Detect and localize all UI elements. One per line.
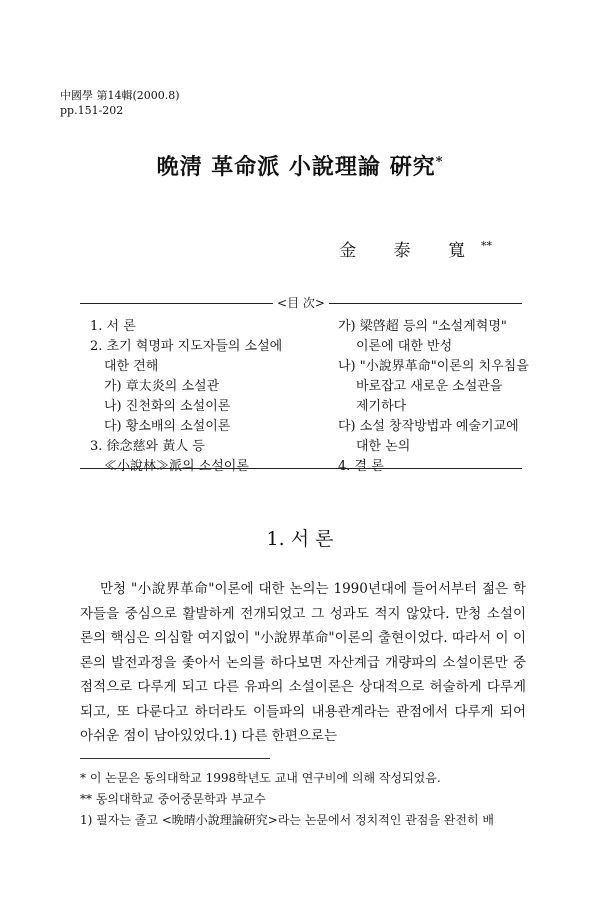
author: [339, 236, 492, 261]
toc-item: 2. 초기 혁명파 지도자들의 소설에: [90, 339, 283, 354]
title-text: 晩淸 革命派 小說理論 硏究: [156, 154, 436, 180]
footnote-divider: [80, 758, 270, 759]
toc-item: 대한 논의: [356, 439, 411, 454]
page-range: pp.151-202: [60, 104, 124, 117]
journal-header: [60, 88, 180, 118]
paper-title: [0, 150, 600, 181]
toc-bottom-rule: [80, 468, 522, 469]
toc-item: 대한 견해: [104, 359, 159, 374]
toc-item: 나) 진천화의 소설이론: [104, 399, 231, 414]
footnote: ** 동의대학교 중어중문학과 부교수: [80, 792, 266, 806]
toc-item: 가) 章太炎의 소설관: [104, 379, 220, 394]
body-text: [80, 577, 526, 749]
toc-item: 1. 서 론: [90, 319, 136, 334]
toc-item: ≪小說林≫派의 소설이론: [104, 459, 249, 474]
toc-item: 다) 황소배의 소설이론: [104, 419, 231, 434]
footnotes: [80, 768, 526, 831]
author-name: 金 泰 寬: [339, 241, 481, 261]
table-of-contents: [80, 293, 529, 474]
toc-left-column: [90, 317, 330, 477]
toc-heading: <目 次>: [80, 294, 522, 311]
toc-item: 4. 결 론: [338, 459, 384, 474]
toc-right-column: [338, 317, 529, 477]
title-footnote-mark: *: [435, 154, 444, 170]
section-heading: 1. 서 론: [266, 528, 334, 550]
toc-item: 나) "小說界革命"이론의 치우침을: [338, 359, 529, 374]
body-paragraph: 만청 "小說界革命"이론에 대한 논의는 1990년대에 들어서부터 젊은 학자들을 중심으로 활발하게 전개되었고 그 성과도 적지 않았다. 만청 소설이론의 핵심은 의심할 여지없이 "小說界革命"이론의 출현이었다. 따라서 이 이론의 발전과정을 좇아서 논의를 하다보면 자산계급 개량파의 소설이론만 중점적으로 다루게 되고 다른 유파의 소설이론은 상대적으로 허술하게 다루게 되고, 또 다룬다고 하더라도 이들파의 내용관계라는 관점에서 다루게 되어 아쉬운 점이 남아있었다.1) 다른 한편으로는: [80, 581, 526, 744]
toc-item: 이론에 대한 반성: [356, 339, 453, 354]
footnote: * 이 논문은 동의대학교 1998학년도 교내 연구비에 의해 작성되었음.: [80, 771, 441, 785]
footnote: 1) 필자는 졸고 <晩晴小說理論硏究>라는 논문에서 정치적인 관점을 완전히 배: [80, 813, 494, 827]
toc-item: 다) 소설 창작방법과 예술기교에: [338, 419, 519, 434]
toc-item: 바로잡고 새로운 소설관을: [356, 379, 503, 394]
toc-item: 가) 梁啓超 등의 "소설계혁명": [338, 319, 507, 334]
toc-item: 3. 徐念慈와 黃人 등: [90, 439, 205, 454]
toc-item: 제기하다: [356, 399, 407, 414]
journal-name: 中國學 第14輯(2000.8): [60, 89, 180, 102]
author-footnote-mark: **: [481, 239, 492, 253]
